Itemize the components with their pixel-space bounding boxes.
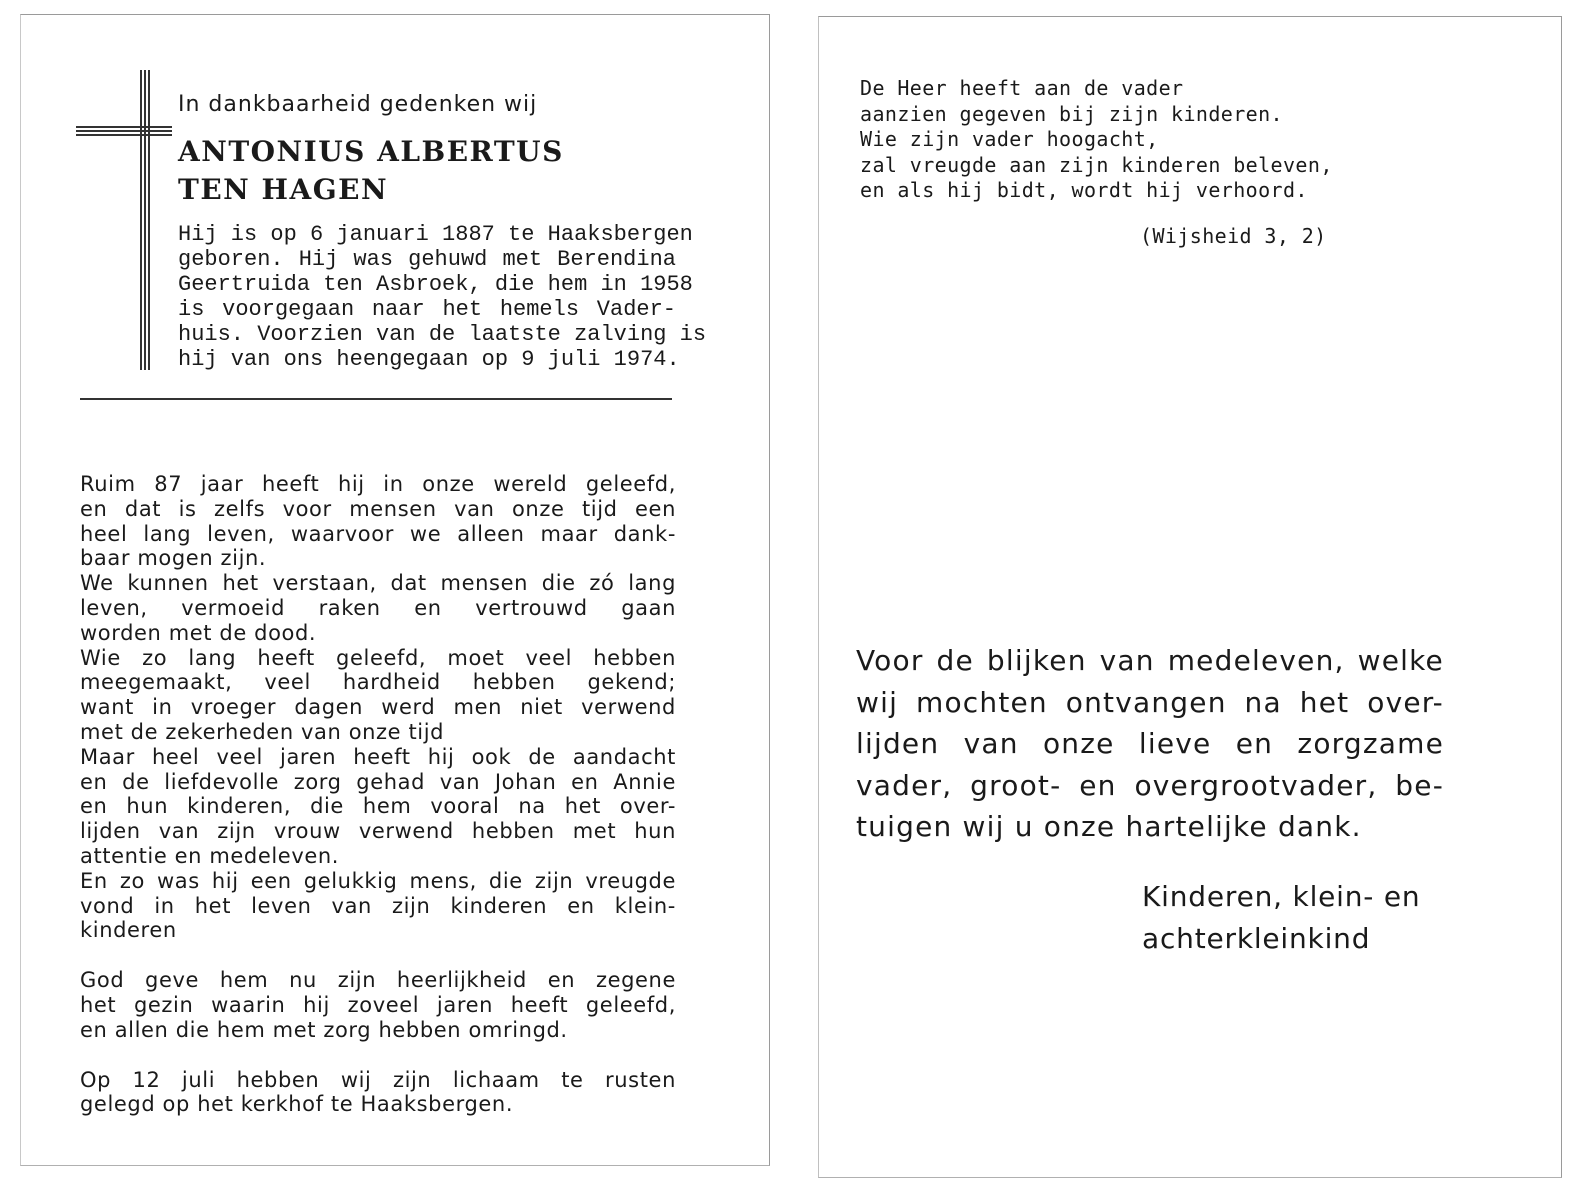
body-line: attentie en medeleven. bbox=[80, 843, 340, 868]
body-line: kinderen bbox=[80, 918, 177, 943]
body-line: en de liefdevolle zorg gehad van Johan en Annie bbox=[80, 769, 676, 794]
bio-line: Hij is op 6 januari 1887 te Haaksbergen bbox=[178, 222, 693, 247]
body-line: Wie zo lang heeft geleefd, moet veel hebben bbox=[80, 645, 676, 670]
body-line: leven, vermoeid raken en vertrouwd gaan bbox=[80, 595, 676, 620]
body-line: lijden van zijn vrouw verwend hebben met hun bbox=[80, 819, 676, 844]
body-line: en dat is zelfs voor mensen van onze tijd een bbox=[80, 496, 676, 521]
tribute-text bbox=[80, 472, 676, 1117]
blessing-line: en allen die hem met zorg hebben omringd. bbox=[80, 1017, 568, 1042]
burial-line: Op 12 juli hebben wij zijn lichaam te rusten bbox=[80, 1067, 676, 1092]
body-line: Maar heel veel jaren heeft hij ook de aandacht bbox=[80, 744, 676, 769]
family-signature bbox=[1142, 876, 1420, 960]
intro-text: In dankbaarheid gedenken wij bbox=[178, 92, 538, 117]
thanks-line: lijden van onze lieve en zorgzame bbox=[856, 727, 1444, 760]
burial-line: gelegd op het kerkhof te Haaksbergen. bbox=[80, 1092, 514, 1117]
body-line: meegemaakt, veel hardheid hebben gekend; bbox=[80, 670, 676, 695]
name-line: TEN HAGEN bbox=[178, 173, 389, 206]
paragraph-gap bbox=[80, 1043, 676, 1068]
blessing-line: God geve hem nu zijn heerlijkheid en zegene bbox=[80, 968, 676, 993]
body-line: We kunnen het verstaan, dat mensen die zó lang bbox=[80, 571, 676, 596]
body-line: heel lang leven, waarvoor we alleen maar dank- bbox=[80, 521, 676, 546]
cross-icon bbox=[76, 70, 176, 370]
body-line: want in vroeger dagen werd men niet verwend bbox=[80, 695, 676, 720]
body-line: En zo was hij een gelukkig mens, die zijn vreugde bbox=[80, 868, 676, 893]
poem-line: zal vreugde aan zijn kinderen beleven, bbox=[860, 152, 1333, 177]
signature-line: achterkleinkind bbox=[1142, 922, 1371, 955]
thanks-line: wij mochten ontvangen na het over- bbox=[856, 685, 1444, 719]
thanks-line: vader, groot- en overgrootvader, be- bbox=[856, 768, 1444, 802]
bio-line: Geertruida ten Asbroek, die hem in 1958 bbox=[178, 272, 693, 297]
poem-line: en als hij bidt, wordt hij verhoord. bbox=[860, 178, 1308, 202]
bio-line: hij van ons heengegaan op 9 juli 1974. bbox=[178, 347, 680, 372]
thanks-line: tuigen wij u onze hartelijke dank. bbox=[856, 810, 1362, 843]
body-line: worden met de dood. bbox=[80, 620, 317, 645]
signature-line: Kinderen, klein- en bbox=[1142, 880, 1421, 913]
poem-line: aanzien gegeven bij zijn kinderen. bbox=[860, 101, 1283, 126]
thanks-line: Voor de blijken van medeleven, welke bbox=[856, 644, 1444, 677]
body-line: vond in het leven van zijn kinderen en klein- bbox=[80, 893, 676, 918]
blessing-line: het gezin waarin hij zoveel jaren heeft geleefd, bbox=[80, 992, 676, 1017]
poem-line: De Heer heeft aan de vader bbox=[860, 76, 1184, 100]
bio-line: is voorgegaan naar het hemels Vader- bbox=[178, 297, 676, 322]
body-line: baar mogen zijn. bbox=[80, 546, 267, 571]
body-line: Ruim 87 jaar heeft hij in onze wereld geleefd, bbox=[80, 472, 676, 496]
thanks-text bbox=[856, 640, 1444, 848]
biography bbox=[178, 222, 707, 372]
poem-line: Wie zijn vader hoogacht, bbox=[860, 127, 1159, 151]
bio-line: geboren. Hij was gehuwd met Berendina bbox=[178, 247, 676, 272]
name-line: ANTONIUS ALBERTUS bbox=[178, 135, 564, 168]
deceased-name bbox=[178, 133, 564, 209]
bio-line: huis. Voorzien van de laatste zalving is bbox=[178, 322, 707, 347]
body-line: met de zekerheden van onze tijd bbox=[80, 719, 445, 744]
paragraph-gap bbox=[80, 943, 676, 968]
scripture-quote bbox=[860, 76, 1340, 204]
scripture-source: (Wijsheid 3, 2) bbox=[1140, 224, 1327, 248]
body-line: en hun kinderen, die hem vooral na het over- bbox=[80, 794, 676, 819]
divider-line bbox=[80, 398, 672, 400]
